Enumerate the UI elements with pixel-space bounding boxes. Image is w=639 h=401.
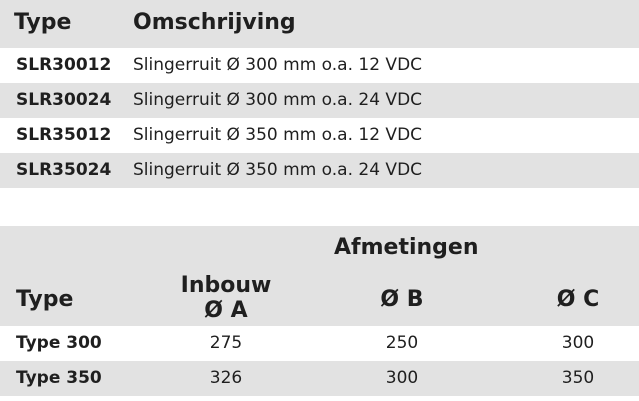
header-type: Type [14,10,72,35]
cell-diameter-b: 300 [385,368,419,388]
cell-diameter-c: 300 [561,333,595,353]
row-type: Type 300 [16,333,102,353]
header-diameter-a-line1: Inbouw [180,273,272,298]
cell-diameter-a: 326 [209,368,243,388]
header-diameter-a [170,273,282,323]
header-description: Omschrijving [133,10,296,35]
table-row [0,361,639,396]
dimensions-table-header [0,226,639,326]
header-diameter-c: Ø C [556,287,600,312]
cell-diameter-b: 250 [385,333,419,353]
row-type: Type 350 [16,368,102,388]
table-row [0,83,639,118]
table-row [0,326,639,361]
product-description: Slingerruit Ø 350 mm o.a. 24 VDC [133,160,423,180]
table-row [0,118,639,153]
header-diameter-b: Ø B [380,287,424,312]
cell-diameter-a: 275 [209,333,243,353]
header-group-dimensions: Afmetingen [334,235,479,260]
product-description: Slingerruit Ø 350 mm o.a. 12 VDC [133,125,423,145]
product-code: SLR30024 [16,90,112,110]
product-table-header [0,0,639,48]
dimensions-table [0,226,639,396]
table-row [0,153,639,188]
product-code: SLR35024 [16,160,112,180]
cell-diameter-c: 350 [561,368,595,388]
product-code: SLR35012 [16,125,112,145]
header-diameter-a-line2: Ø A [204,298,248,323]
product-code: SLR30012 [16,55,112,75]
product-table [0,0,639,188]
header-type: Type [16,287,74,312]
product-description: Slingerruit Ø 300 mm o.a. 12 VDC [133,55,423,75]
table-row [0,48,639,83]
product-description: Slingerruit Ø 300 mm o.a. 24 VDC [133,90,423,110]
